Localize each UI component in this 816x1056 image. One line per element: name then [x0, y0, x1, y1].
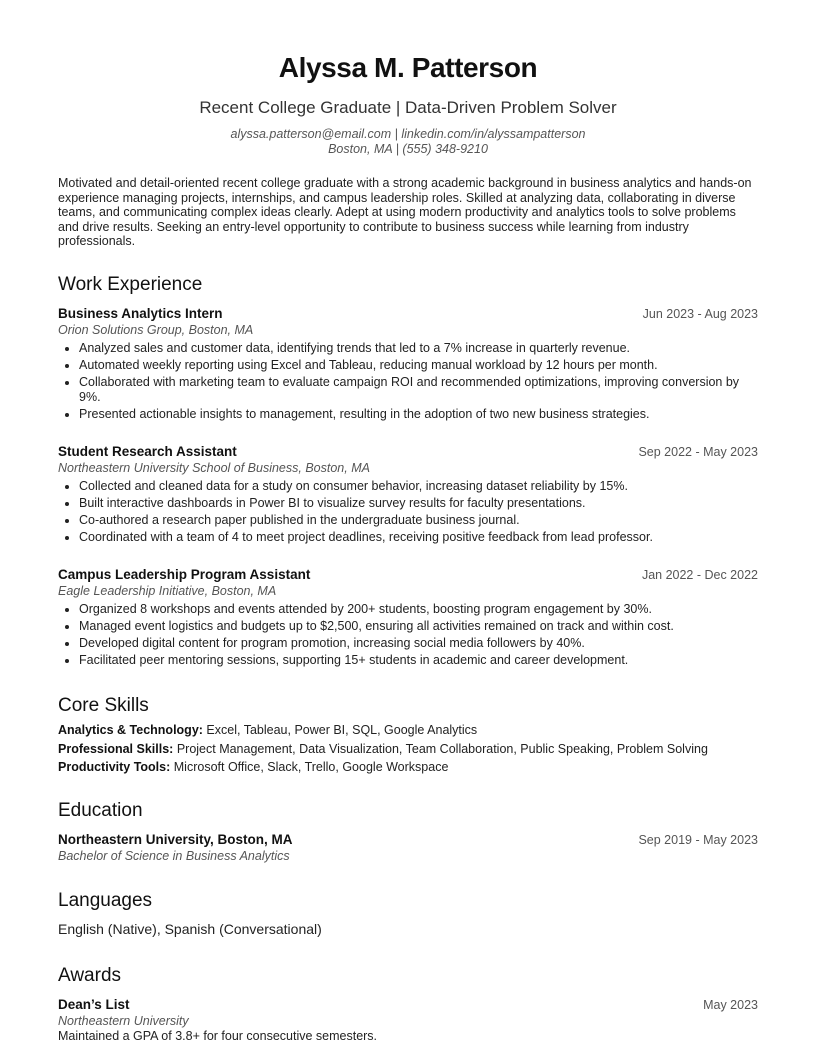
bullet-item: • Co-authored a research paper published in the undergraduate business journal. — [79, 513, 758, 528]
skill-label: Professional Skills: — [58, 741, 174, 756]
job-entry — [58, 567, 758, 670]
education-dates: Sep 2019 - May 2023 — [638, 833, 758, 847]
skill-label: Analytics & Technology: — [58, 723, 203, 737]
award-organization: Northeastern University — [58, 1014, 189, 1028]
skill-line — [58, 723, 758, 738]
awards-section — [58, 965, 758, 1048]
job-organization: Eagle Leadership Initiative, Boston, MA — [58, 584, 277, 598]
professional-summary: Motivated and detail-oriented recent college graduate with a strong academic background in business analytics and hands-on experience managing projects, internships, and campus leadership roles. Skilled at analyzing data, collaborating in diverse teams, and communicating complex ideas clearly. Adept at using modern productivity and analytics tools to solve problems and drive results. Seeking an entry-level opportunity to contribute to business success while learning from industry professionals. — [58, 176, 752, 248]
job-title: Business Analytics Intern — [58, 306, 223, 321]
job-entry — [58, 444, 758, 547]
bullet-item: • Facilitated peer mentoring sessions, supporting 15+ students in academic and career development. — [79, 653, 758, 668]
skill-label: Productivity Tools: — [58, 760, 171, 774]
skill-value: Project Management, Data Visualization, Team Collaboration, Public Speaking, Problem Solving — [176, 741, 708, 756]
award-description: Maintained a GPA of 3.8+ for four consecutive semesters. — [58, 1029, 378, 1043]
tagline: Recent College Graduate | Data-Driven Problem Solver — [199, 98, 617, 117]
bullet-item: • Automated weekly reporting using Excel and Tableau, reducing manual workload by 12 hours per month. — [79, 358, 758, 373]
job-organization: Orion Solutions Group, Boston, MA — [58, 323, 254, 337]
job-title: Campus Leadership Program Assistant — [58, 567, 311, 582]
candidate-name: Alyssa M. Patterson — [278, 52, 538, 83]
contact-line-email-linkedin: alyssa.patterson@email.com | linkedin.com/in/alyssampatterson — [230, 127, 586, 141]
bullet-item: • Managed event logistics and budgets up to $2,500, ensuring all activities remained on track and within cost. — [79, 619, 758, 634]
section-title-work: Work Experience — [58, 274, 203, 295]
job-dates: Jun 2023 - Aug 2023 — [642, 307, 758, 321]
award-date: May 2023 — [703, 998, 758, 1012]
award-name: Dean’s List — [58, 997, 130, 1012]
job-dates: Sep 2022 - May 2023 — [638, 445, 758, 459]
bullet-item: • Developed digital content for program promotion, increasing social media followers by 40%. — [79, 636, 758, 651]
bullet-item: • Analyzed sales and customer data, identifying trends that led to a 7% increase in quarterly revenue. — [79, 341, 758, 356]
bullet-item: • Presented actionable insights to management, resulting in the adoption of two new business strategies. — [79, 407, 758, 422]
bullet-item: • Coordinated with a team of 4 to meet project deadlines, receiving positive feedback from lead professor. — [79, 530, 758, 545]
skill-line — [58, 760, 758, 775]
job-bullets — [58, 479, 758, 545]
languages-list: English (Native), Spanish (Conversational) — [58, 921, 322, 937]
job-organization: Northeastern University School of Business, Boston, MA — [58, 461, 370, 475]
bullet-item: • Organized 8 workshops and events attended by 200+ students, boosting program engagement by 30%. — [79, 602, 758, 617]
degree: Bachelor of Science in Business Analytics — [58, 849, 290, 863]
bullet-item: • Collected and cleaned data for a study on consumer behavior, increasing dataset reliability by 15%. — [79, 479, 758, 494]
languages-section — [58, 890, 758, 937]
skill-value: Microsoft Office, Slack, Trello, Google Workspace — [173, 760, 449, 774]
school-name: Northeastern University, Boston, MA — [58, 832, 293, 847]
skill-line — [58, 742, 758, 757]
job-title: Student Research Assistant — [58, 444, 237, 459]
skill-value: Excel, Tableau, Power BI, SQL, Google Analytics — [206, 723, 478, 737]
bullet-item: • Built interactive dashboards in Power BI to visualize survey results for faculty presentations. — [79, 496, 758, 511]
section-title-skills: Core Skills — [58, 695, 149, 716]
job-bullets — [58, 602, 758, 668]
section-title-languages: Languages — [58, 890, 153, 911]
job-bullets — [58, 341, 758, 421]
contact-info — [58, 127, 758, 157]
section-title-awards: Awards — [58, 965, 122, 986]
bullet-item: • Collaborated with marketing team to evaluate campaign ROI and recommended optimizations, improving conversion by 9%. — [79, 375, 758, 404]
core-skills-section — [58, 695, 758, 779]
education-section — [58, 800, 758, 863]
contact-line-location-phone: Boston, MA | (555) 348-9210 — [328, 142, 488, 156]
section-title-education: Education — [58, 800, 143, 821]
job-dates: Jan 2022 - Dec 2022 — [641, 568, 758, 582]
job-entry — [58, 306, 758, 424]
work-experience-section — [58, 274, 758, 296]
